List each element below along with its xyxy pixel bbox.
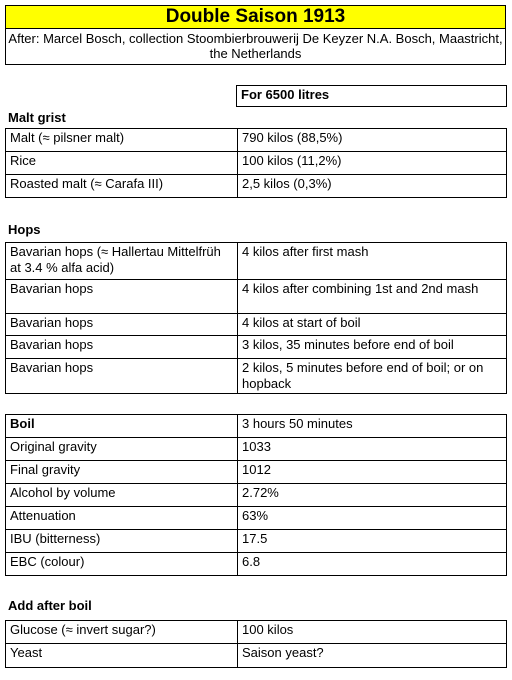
- hops-name: Bavarian hops (≈ Hallertau Mittelfrüh at 3.4 % alfa acid): [6, 243, 238, 280]
- table-row: [6, 415, 507, 438]
- table-row: [6, 530, 507, 553]
- stats-table: [5, 414, 507, 576]
- table-row: [6, 129, 507, 152]
- addition-value: 100 kilos: [238, 621, 507, 644]
- table-row: [6, 553, 507, 576]
- addition-name: Yeast: [6, 644, 238, 668]
- stat-value: 6.8: [238, 553, 507, 576]
- stat-name: Attenuation: [6, 507, 238, 530]
- after-boil-table: [5, 620, 507, 668]
- after-boil-heading: Add after boil: [8, 598, 92, 613]
- malt-value: 2,5 kilos (0,3%): [238, 175, 507, 198]
- volume-header-table: [236, 85, 507, 107]
- addition-name: Glucose (≈ invert sugar?): [6, 621, 238, 644]
- hops-value: 4 kilos at start of boil: [238, 314, 507, 336]
- boil-value: 3 hours 50 minutes: [238, 415, 507, 438]
- table-row: [6, 243, 507, 280]
- stat-name: Final gravity: [6, 461, 238, 484]
- hops-value: 3 kilos, 35 minutes before end of boil: [238, 336, 507, 359]
- stat-value: 63%: [238, 507, 507, 530]
- recipe-source: After: Marcel Bosch, collection Stoombierbrouwerij De Keyzer N.A. Bosch, Maastricht, the Netherlands: [5, 29, 506, 65]
- table-row: [6, 507, 507, 530]
- table-row: [6, 484, 507, 507]
- stat-name: IBU (bitterness): [6, 530, 238, 553]
- recipe-title: Double Saison 1913: [5, 5, 506, 29]
- boil-label: Boil: [6, 415, 238, 438]
- hops-name: Bavarian hops: [6, 314, 238, 336]
- table-row: [6, 359, 507, 394]
- hops-table: [5, 242, 507, 394]
- hops-value: 4 kilos after combining 1st and 2nd mash: [238, 280, 507, 314]
- malt-value: 100 kilos (11,2%): [238, 152, 507, 175]
- malt-name: Malt (≈ pilsner malt): [6, 129, 238, 152]
- volume-header: For 6500 litres: [237, 86, 507, 107]
- stat-value: 1012: [238, 461, 507, 484]
- hops-name: Bavarian hops: [6, 336, 238, 359]
- table-row: [6, 314, 507, 336]
- hops-heading: Hops: [8, 222, 41, 237]
- table-row: [6, 336, 507, 359]
- addition-value: Saison yeast?: [238, 644, 507, 668]
- table-row: [6, 461, 507, 484]
- malt-name: Rice: [6, 152, 238, 175]
- stat-name: EBC (colour): [6, 553, 238, 576]
- malt-name: Roasted malt (≈ Carafa III): [6, 175, 238, 198]
- stat-value: 2.72%: [238, 484, 507, 507]
- malt-table: [5, 128, 507, 198]
- table-row: [6, 621, 507, 644]
- malt-value: 790 kilos (88,5%): [238, 129, 507, 152]
- stat-value: 17.5: [238, 530, 507, 553]
- table-row: [6, 175, 507, 198]
- stat-name: Original gravity: [6, 438, 238, 461]
- stat-value: 1033: [238, 438, 507, 461]
- hops-value: 2 kilos, 5 minutes before end of boil; or on hopback: [238, 359, 507, 394]
- table-row: [6, 438, 507, 461]
- malt-heading: Malt grist: [8, 110, 66, 125]
- hops-name: Bavarian hops: [6, 280, 238, 314]
- table-row: [6, 152, 507, 175]
- hops-value: 4 kilos after first mash: [238, 243, 507, 280]
- table-row: [6, 644, 507, 668]
- stat-name: Alcohol by volume: [6, 484, 238, 507]
- hops-name: Bavarian hops: [6, 359, 238, 394]
- table-row: [6, 280, 507, 314]
